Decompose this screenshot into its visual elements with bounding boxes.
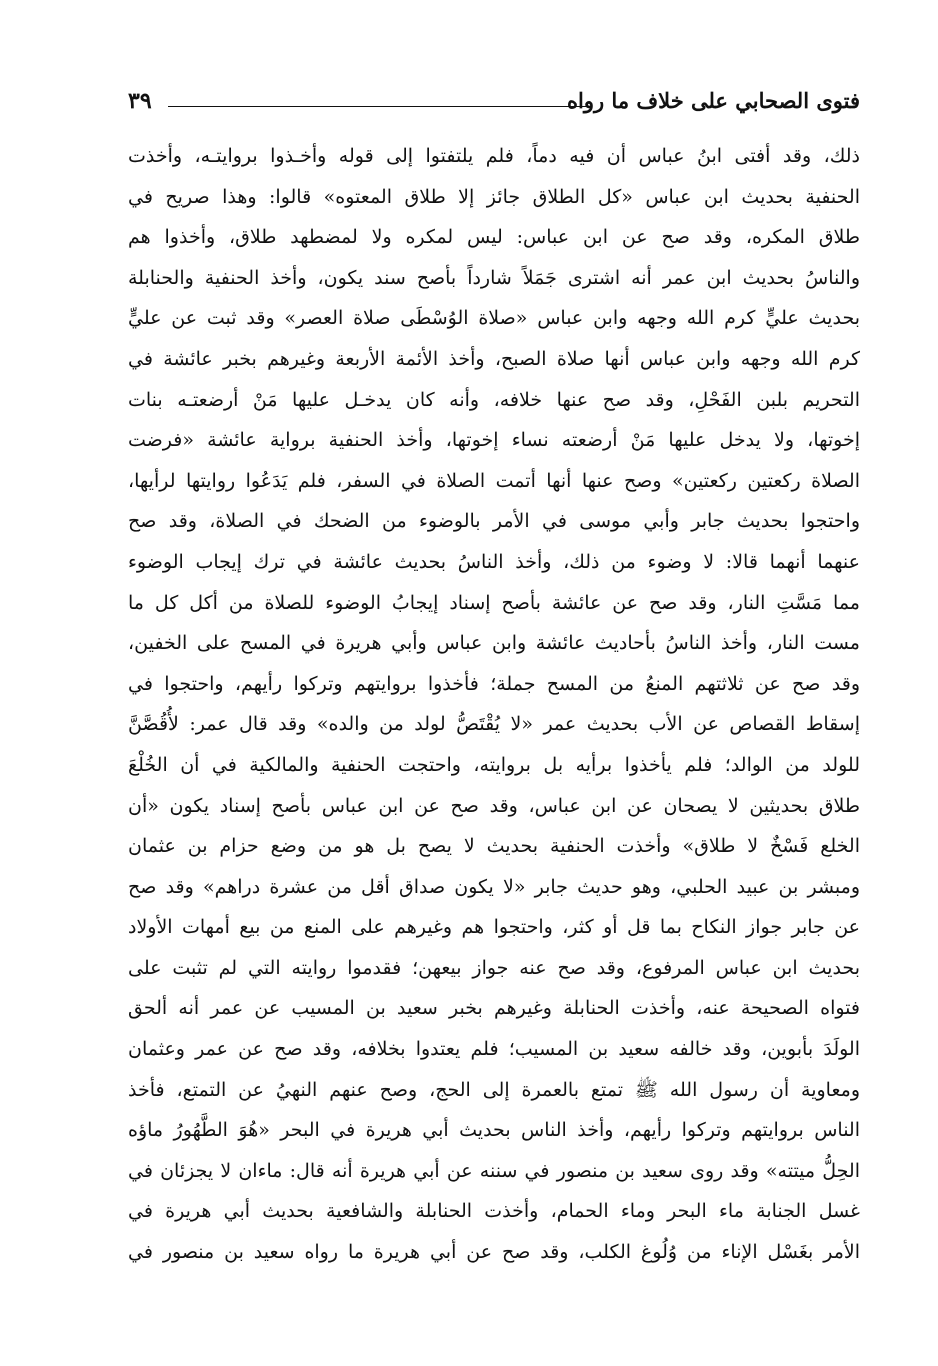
text-line: الناس بروايتهم وتركوا رأيهم، وأخذ الناس بحديث أبي هريرة في البحر «هُوَ الطَّهُورُ ماؤه (128, 1119, 860, 1142)
text-line: الأمر بغَسْل الإناء من وُلُوغ الكلب، وقد صح عن أبي هريرة ما رواه سعيد بن منصور في (128, 1241, 860, 1264)
text-line: الحنفية بحديث ابن عباس «كل الطلاق جائز إلا طلاق المعتوه» قالوا: وهذا صريح في (128, 185, 860, 208)
text-line: للولد من الوالد؛ فلم يأخذوا برأيه بل بروايته، واحتجت الحنفية والمالكية في أن الخُلْعَ (128, 753, 860, 776)
text-line: الصلاة ركعتين ركعتين» وصح عنها أنها أتمت الصلاة في السفر، فلم يَدَعُوا روايتها لرأيها، (128, 469, 860, 492)
text-line: إخوتها، ولا يدخل عليها مَنْ أرضعته نساء إخوتها، وأخذ الحنفية برواية عائشة «فرضت (128, 429, 860, 452)
page-header (128, 86, 860, 126)
text-line: ومبشر بن عبيد الحلبي، وهو حديث جابر «لا يكون صداق أقل من عشرة دراهم» وقد صح (128, 875, 860, 898)
text-line: وقد صح عن ثلاثتهم المنعُ من المسح جملة؛ فأخذوا بروايتهم وتركوا رأيهم، واحتجوا في (128, 672, 860, 695)
header-rule (168, 106, 588, 107)
text-line: غسل الجنابة ماء البحر وماء الحمام، وأخذت الحنابلة والشافعية بحديث أبي هريرة في (128, 1200, 860, 1223)
text-line: عن جابر جواز النكاح بما قل أو كثر، واحتجوا هم وغيرهم على المنع من بيع أمهات الأولاد (128, 916, 860, 939)
text-line: عنهما أنهما قالا: لا وضوء من ذلك، وأخذ الناسُ بحديث عائشة في ترك إيجاب الوضوء (128, 550, 860, 573)
text-line: الخلع فَسْخٌ لا طلاق» وأخذت الحنفية بحديث لا يصح بل هو من وضع حزام بن عثمان (128, 835, 860, 858)
text-line: واحتجوا بحديث جابر وأبي موسى في الأمر بالوضوء من الضحك في الصلاة، وقد صح (128, 510, 860, 533)
text-line: إسقاط القصاص عن الأب بحديث عمر «لا يُقْتَصُّ لولد من والده» وقد قال عمر: لأُقُصَّنَّ (128, 713, 860, 736)
text-line: مست النار، وأخذ الناسُ بأحاديث عائشة وابن عباس وأبي هريرة في المسح على الخفين، (128, 632, 860, 655)
text-line: فتواه الصحيحة عنه، وأخذت الحنابلة وغيرهم بخبر سعيد بن المسيب عن عمر أنه ألحق (128, 997, 860, 1020)
text-line: ومعاوية أن رسول الله ﷺ تمتع بالعمرة إلى الحج، وصح عنهم النهيُ عن التمتع، فأخذ (128, 1078, 860, 1101)
text-line: الولَدَ بأبوين، وقد خالفه سعيد بن المسيب؛ فلم يعتدوا بخلافه، وقد صح عن عمر وعثمان (128, 1038, 860, 1061)
body-text (128, 136, 860, 1273)
text-line: طلاق المكره، وقد صح عن ابن عباس: ليس لمكره ولا لمضطهد طلاق، وأخذوا هم (128, 226, 860, 249)
text-line: والناسُ بحديث ابن عمر أنه اشترى جَمَلاً شارداً بأصح سند يكون، وأخذ الحنفية والحنابلة (128, 266, 860, 289)
text-line: الحِلُّ ميتته» وقد روى سعيد بن منصور في سننه عن أبي هريرة أنه قال: ماءان لا يجزئان في (128, 1159, 860, 1182)
text-line: ذلك، وقد أفتى ابنُ عباس أن فيه دماً، فلم يلتفتوا إلى قوله وأخـذوا بروايتـه، وأخذت (128, 145, 860, 167)
running-title: فتوى الصحابي على خلاف ما رواه (567, 88, 860, 113)
text-line: كرم الله وجهه وابن عباس أنها صلاة الصبح، وأخذ الأئمة الأربعة وغيرهم بخبر عائشة في (128, 347, 860, 370)
text-line: طلاق بحديثين لا يصحان عن ابن عباس، وقد صح عن ابن عباس بأصح إسناد يكون «أن (128, 794, 860, 817)
text-line: التحريم بلبن الفَحْلِ، وقد صح عنها خلافه، وأنه كان يدخـل عليها مَنْ أرضعتـه بنات (128, 388, 860, 411)
text-line: مما مَسَّتِ النار، وقد صح عن عائشة بأصح إسناد إيجابُ الوضوء للصلاة من أكل كل ما (128, 591, 860, 614)
text-line: بحديث ابن عباس المرفوع، وقد صح عنه جواز بيعهن؛ فقدموا روايته التي لم تثبت على (128, 956, 860, 979)
text-line: بحديث عليٍّ كرم الله وجهه وابن عباس «صلاة الوُسْطَى صلاة العصر» وقد ثبت عن عليٍّ (128, 307, 860, 330)
page-number: ٣٩ (128, 88, 152, 114)
